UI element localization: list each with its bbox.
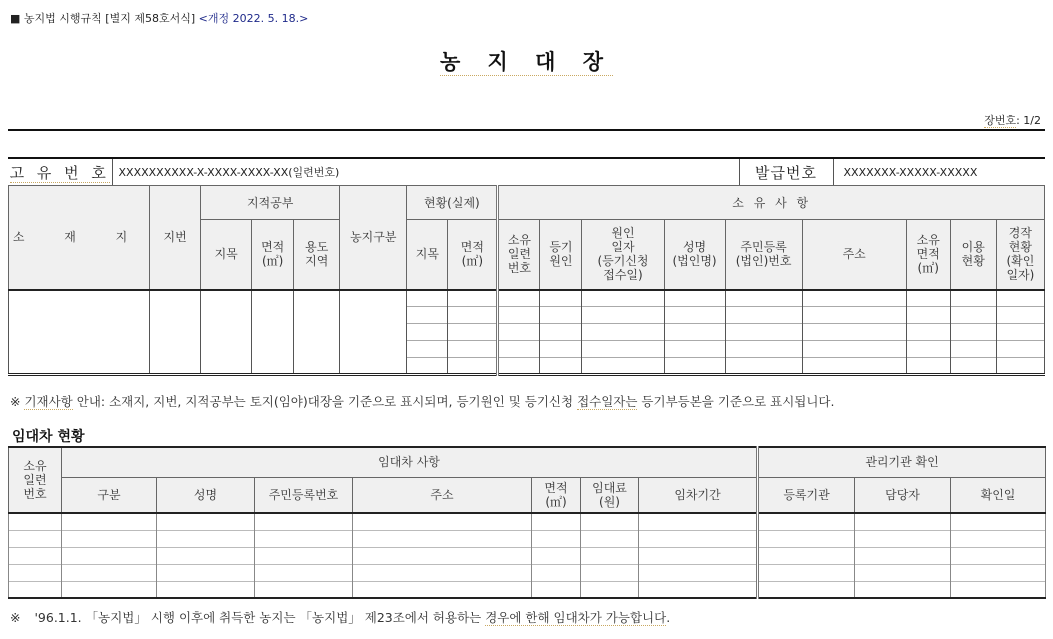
- table-row: [9, 513, 1046, 530]
- table-row: [9, 564, 1046, 581]
- col-cad-area: 면적 (㎡): [252, 220, 294, 290]
- col-confirm-date: 확인일: [951, 477, 1046, 513]
- note-underlined-text: 기재사항: [24, 394, 73, 409]
- cell-own-serial[interactable]: [9, 513, 62, 530]
- cell-address[interactable]: [802, 341, 906, 358]
- cell-act-category[interactable]: [407, 358, 448, 375]
- cell-usage[interactable]: [950, 290, 996, 307]
- cell-farming-status[interactable]: [996, 307, 1044, 324]
- cell-resident-no[interactable]: [725, 341, 802, 358]
- unique-no-label: 고 유 번 호: [9, 163, 110, 182]
- col-name: 성명 (법인명): [664, 220, 725, 290]
- cell-rent[interactable]: [581, 547, 639, 564]
- col-usage: 이용 현황: [950, 220, 996, 290]
- cell-resident-no[interactable]: [725, 290, 802, 307]
- col-period: 임차기간: [639, 477, 758, 513]
- lease-restriction-note: [10, 608, 670, 626]
- cell-name[interactable]: [157, 513, 255, 530]
- col-act-category: 지목: [407, 220, 448, 290]
- cell-name[interactable]: [664, 290, 725, 307]
- col-reg-cause: 등기 원인: [540, 220, 582, 290]
- cell-officer[interactable]: [855, 530, 951, 547]
- page-title: [0, 46, 1053, 76]
- table-row: [9, 530, 1046, 547]
- cell-act-category[interactable]: [407, 307, 448, 324]
- cell-reg-cause[interactable]: [540, 307, 582, 324]
- cell-act-area[interactable]: [448, 324, 498, 341]
- col-group-agency: 관리기관 확인: [758, 447, 1046, 477]
- cell-type[interactable]: [62, 581, 157, 598]
- col-group-cadastral: 지적공부: [201, 186, 340, 220]
- cell-area[interactable]: [532, 581, 581, 598]
- cell-confirm-date[interactable]: [951, 581, 1046, 598]
- cell-farming-status[interactable]: [996, 341, 1044, 358]
- page-number: [984, 112, 1041, 128]
- cell-act-area[interactable]: [448, 307, 498, 324]
- cell-usage[interactable]: [950, 341, 996, 358]
- cell-name[interactable]: [664, 358, 725, 375]
- cell-name[interactable]: [157, 564, 255, 581]
- cell-period[interactable]: [639, 530, 758, 547]
- col-own-serial: 소유 일련 번호: [9, 447, 62, 513]
- col-address: 주소: [353, 477, 532, 513]
- cell-act-category[interactable]: [407, 341, 448, 358]
- cell-name[interactable]: [157, 581, 255, 598]
- note-underlined-text: 경우에 한해 임대차가 가능합니다: [485, 610, 667, 625]
- cell-name[interactable]: [664, 307, 725, 324]
- cell-resident-no[interactable]: [255, 547, 353, 564]
- cell-address[interactable]: [802, 324, 906, 341]
- cell-own-area[interactable]: [906, 307, 950, 324]
- cell-own-serial[interactable]: [9, 581, 62, 598]
- cell-reg-cause[interactable]: [540, 341, 582, 358]
- cell-reg-cause[interactable]: [540, 324, 582, 341]
- cell-type[interactable]: [62, 564, 157, 581]
- cell-act-area[interactable]: [448, 358, 498, 375]
- col-resident-no: 주민등록번호: [255, 477, 353, 513]
- cell-reg-cause[interactable]: [540, 358, 582, 375]
- cell-officer[interactable]: [855, 581, 951, 598]
- col-officer: 담당자: [855, 477, 951, 513]
- cell-reg-agency[interactable]: [758, 564, 855, 581]
- cell-own-serial[interactable]: [498, 290, 540, 307]
- cell-reg-agency[interactable]: [758, 530, 855, 547]
- cell-own-serial[interactable]: [498, 307, 540, 324]
- cell-cause-date[interactable]: [582, 358, 664, 375]
- cell-resident-no[interactable]: [255, 581, 353, 598]
- divider: [8, 129, 1045, 131]
- cell-reg-cause[interactable]: [540, 290, 582, 307]
- cell-address[interactable]: [353, 547, 532, 564]
- cell-type[interactable]: [62, 513, 157, 530]
- col-type: 구분: [62, 477, 157, 513]
- col-group-lease: 임대차 사항: [62, 447, 758, 477]
- cell-confirm-date[interactable]: [951, 547, 1046, 564]
- cell-own-serial[interactable]: [9, 530, 62, 547]
- cell-name[interactable]: [664, 341, 725, 358]
- farmland-register-table: [8, 185, 1045, 376]
- table-row: [9, 290, 1045, 307]
- cell-usage[interactable]: [950, 324, 996, 341]
- cell-usage[interactable]: [950, 307, 996, 324]
- cell-period[interactable]: [639, 564, 758, 581]
- cell-address[interactable]: [802, 290, 906, 307]
- note-marker: ※: [10, 394, 25, 409]
- section-title-lease: 임대차 현황: [12, 429, 85, 445]
- cell-period[interactable]: [639, 581, 758, 598]
- note-text: 등기부등본을 기준으로 표시됩니다.: [637, 394, 835, 409]
- cell-resident-no[interactable]: [255, 564, 353, 581]
- col-area: 면적 (㎡): [532, 477, 581, 513]
- cell-own-area[interactable]: [906, 358, 950, 375]
- cell-officer[interactable]: [855, 547, 951, 564]
- col-group-actual: 현황(실제): [407, 186, 498, 220]
- cell-lot-no[interactable]: [150, 290, 201, 375]
- cell-cause-date[interactable]: [582, 307, 664, 324]
- cell-own-serial[interactable]: [498, 341, 540, 358]
- cell-own-area[interactable]: [906, 290, 950, 307]
- cell-area[interactable]: [532, 547, 581, 564]
- cell-cad-area[interactable]: [252, 290, 294, 375]
- cell-rent[interactable]: [581, 530, 639, 547]
- col-cad-category: 지목: [201, 220, 252, 290]
- col-own-area: 소유 면적 (㎡): [906, 220, 950, 290]
- cell-resident-no[interactable]: [255, 530, 353, 547]
- col-cad-zone: 용도 지역: [294, 220, 340, 290]
- cell-usage[interactable]: [950, 358, 996, 375]
- id-row: [8, 157, 1045, 185]
- cell-reg-agency[interactable]: [758, 513, 855, 530]
- cell-address[interactable]: [353, 564, 532, 581]
- col-farming-status: 경작 현황 (확인 일자): [996, 220, 1044, 290]
- cell-resident-no[interactable]: [725, 358, 802, 375]
- col-lot-no: 지번: [150, 186, 201, 290]
- entry-guide-note: [10, 392, 834, 410]
- form-id-text: 농지법 시행규칙 [별지 제58호서식]: [23, 12, 196, 25]
- cell-cad-zone[interactable]: [294, 290, 340, 375]
- col-own-serial: 소유 일련 번호: [498, 220, 540, 290]
- cell-location[interactable]: [9, 290, 150, 375]
- cell-confirm-date[interactable]: [951, 530, 1046, 547]
- cell-type[interactable]: [62, 530, 157, 547]
- col-name: 성명: [157, 477, 255, 513]
- cell-resident-no[interactable]: [725, 324, 802, 341]
- lease-status-table: [8, 446, 1046, 599]
- cell-confirm-date[interactable]: [951, 513, 1046, 530]
- note-underlined-text: 접수일자는: [577, 394, 638, 409]
- cell-farming-status[interactable]: [996, 290, 1044, 307]
- col-farmland-type: 농지구분: [340, 186, 407, 290]
- cell-period[interactable]: [639, 513, 758, 530]
- cell-area[interactable]: [532, 530, 581, 547]
- col-rent: 임대료 (원): [581, 477, 639, 513]
- col-resident-no: 주민등록 (법인)번호: [725, 220, 802, 290]
- table-row: [9, 581, 1046, 598]
- cell-resident-no[interactable]: [725, 307, 802, 324]
- issue-no-value: XXXXXXX-XXXXX-XXXXX: [833, 158, 1045, 185]
- cell-reg-agency[interactable]: [758, 547, 855, 564]
- table-row: [9, 547, 1046, 564]
- cell-rent[interactable]: [581, 564, 639, 581]
- col-location: 소 재 지: [9, 186, 150, 290]
- issue-no-label: 발급번호: [739, 158, 833, 185]
- cell-period[interactable]: [639, 547, 758, 564]
- revision-date: <개정 2022. 5. 18.>: [198, 12, 309, 25]
- cell-name[interactable]: [157, 547, 255, 564]
- cell-resident-no[interactable]: [255, 513, 353, 530]
- cell-cause-date[interactable]: [582, 324, 664, 341]
- cell-own-serial[interactable]: [498, 324, 540, 341]
- page-number-label: 장번호: [984, 114, 1017, 127]
- cell-confirm-date[interactable]: [951, 564, 1046, 581]
- cell-own-area[interactable]: [906, 324, 950, 341]
- cell-act-category[interactable]: [407, 290, 448, 307]
- square-bullet-icon: ■: [10, 12, 21, 25]
- unique-no-value: XXXXXXXXXX-X-XXXX-XXXX-XX(일련번호): [112, 158, 739, 185]
- cell-address[interactable]: [353, 513, 532, 530]
- cell-address[interactable]: [802, 358, 906, 375]
- note-text: 안내: 소재지, 지번, 지적공부는 토지(임야)대장을 기준으로 표시되며, 등기원인 및 등기신청: [72, 394, 578, 409]
- cell-area[interactable]: [532, 564, 581, 581]
- form-identifier: [10, 10, 308, 26]
- cell-rent[interactable]: [581, 581, 639, 598]
- cell-name[interactable]: [157, 530, 255, 547]
- cell-own-serial[interactable]: [9, 564, 62, 581]
- cell-own-area[interactable]: [906, 341, 950, 358]
- cell-reg-agency[interactable]: [758, 581, 855, 598]
- cell-cad-category[interactable]: [201, 290, 252, 375]
- cell-officer[interactable]: [855, 513, 951, 530]
- cell-own-serial[interactable]: [9, 547, 62, 564]
- cell-own-serial[interactable]: [498, 358, 540, 375]
- col-cause-date: 원인 일자 (등기신청 접수일): [582, 220, 664, 290]
- note-text: '96.1.1. 「농지법」 시행 이후에 취득한 농지는 「농지법」 제23조에서 허용하는: [34, 610, 486, 625]
- cell-farmland-type[interactable]: [340, 290, 407, 375]
- cell-farming-status[interactable]: [996, 358, 1044, 375]
- cell-act-category[interactable]: [407, 324, 448, 341]
- cell-address[interactable]: [802, 307, 906, 324]
- note-marker: ※: [10, 610, 21, 625]
- cell-cause-date[interactable]: [582, 290, 664, 307]
- page-number-value: : 1/2: [1016, 114, 1041, 127]
- cell-address[interactable]: [353, 581, 532, 598]
- col-act-area: 면적 (㎡): [448, 220, 498, 290]
- page-title-text: 농 지 대 장: [439, 50, 614, 74]
- cell-act-area[interactable]: [448, 341, 498, 358]
- cell-address[interactable]: [353, 530, 532, 547]
- col-group-ownership: 소 유 사 항: [498, 186, 1045, 220]
- cell-cause-date[interactable]: [582, 341, 664, 358]
- cell-area[interactable]: [532, 513, 581, 530]
- cell-farming-status[interactable]: [996, 324, 1044, 341]
- note-text: .: [666, 610, 671, 625]
- cell-type[interactable]: [62, 547, 157, 564]
- cell-name[interactable]: [664, 324, 725, 341]
- cell-act-area[interactable]: [448, 290, 498, 307]
- col-reg-agency: 등록기관: [758, 477, 855, 513]
- cell-rent[interactable]: [581, 513, 639, 530]
- cell-officer[interactable]: [855, 564, 951, 581]
- col-address: 주소: [802, 220, 906, 290]
